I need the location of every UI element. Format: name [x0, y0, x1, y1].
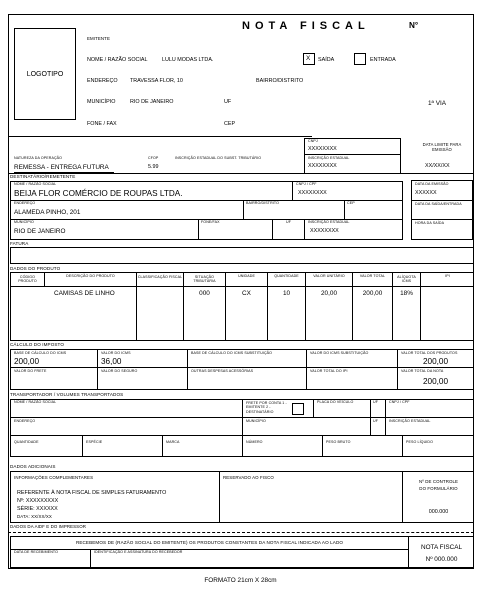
tax-freight-label: VALOR DO FRETE: [14, 369, 47, 373]
product-quantity: 10: [282, 290, 291, 297]
via-label: 1ª VIA: [428, 100, 446, 107]
divider: [305, 272, 306, 341]
col-header: QUANTIDADE: [274, 274, 299, 278]
recipient-name-label: NOME / RAZÃO SOCIAL: [14, 182, 57, 186]
document-number-symbol: N°: [409, 21, 419, 30]
dashed-divider: [8, 532, 474, 533]
zip-label: CEP: [224, 121, 236, 127]
tax-section: CÁLCULO DO IMPOSTO: [10, 342, 65, 347]
divider: [272, 219, 273, 240]
control-label: Nº DE CONTROLE: [418, 479, 459, 484]
exit-checkbox[interactable]: [303, 53, 315, 65]
info-line: DATA: XX/XX/XX: [17, 514, 52, 519]
recipient-cnpj-label: CNPJ / CPF: [296, 182, 317, 186]
divider: [225, 272, 226, 341]
divider: [305, 154, 400, 155]
divider: [243, 200, 244, 220]
divider: [344, 200, 345, 220]
fisco-label: RESERVADO AO FISCO: [223, 475, 274, 480]
recipient-district-label: BAIRRO/DISTRITO: [246, 201, 279, 205]
invoice-box: [10, 247, 474, 264]
cnpj-value: XXXXXXXX: [308, 146, 337, 152]
divider: [187, 349, 188, 390]
divider: [412, 219, 472, 220]
receipt-signature-label: IDENTIFICAÇÃO E ASSINATURA DO RECEBEDOR: [94, 550, 183, 554]
divider: [97, 349, 98, 390]
address-label: ENDEREÇO: [87, 78, 118, 84]
tax-total-value: 200,00: [423, 377, 449, 386]
additional-section: DADOS ADICIONAIS: [10, 464, 56, 469]
divider: [304, 219, 305, 240]
nature-value: REMESSA - ENTREGA FUTURA: [14, 164, 109, 171]
ie-value: XXXXXXXX: [308, 163, 337, 169]
divider: [397, 349, 398, 390]
transport-plate-label: PLACA DO VEÍCULO: [317, 400, 354, 404]
receipt-date-label: DATA DE RECEBIMENTO: [14, 550, 59, 554]
recipient-address-label: ENDEREÇO: [14, 201, 36, 205]
divider: [322, 435, 323, 457]
tax-products-total-label: VALOR TOTAL DOS PRODUTOS: [401, 351, 458, 355]
info-line: Nº: XXXXXXXXX: [17, 498, 59, 504]
divider: [385, 399, 386, 435]
cfop-label: CFOP: [148, 156, 159, 160]
auth-label: DATA LIMITE PARA EMISSÃO: [422, 142, 462, 153]
tax-products-total-value: 200,00: [423, 357, 449, 366]
cfop-value: 5.99: [148, 164, 159, 170]
transport-gross-label: PESO BRUTO: [326, 440, 351, 444]
divider: [306, 349, 307, 390]
control-label: DO FORMULÁRIO: [419, 486, 458, 491]
recipient-city-value: RIO DE JANEIRO: [14, 228, 66, 235]
col-header: IPI: [445, 274, 450, 278]
transport-city-label: MUNICÍPIO: [246, 419, 266, 423]
company-value: LULU MODAS LTDA.: [162, 57, 214, 63]
exit-label: SAÍDA: [318, 57, 335, 63]
transport-name-label: NOME / RAZÃO SOCIAL: [14, 400, 57, 404]
col-header: CÓDIGO PRODUTO: [18, 275, 37, 284]
exit-mark: X: [306, 55, 311, 62]
transport-species-label: ESPÉCIE: [86, 440, 103, 444]
tax-base-sub-label: BASE DE CÁLCULO DO ICMS SUBSTITUIÇÃO: [191, 351, 273, 355]
divider: [292, 181, 293, 201]
divider: [370, 399, 371, 435]
recipient-ie-value: XXXXXXXX: [310, 228, 339, 234]
underline: [14, 172, 114, 173]
transport-freight-label: FRETE POR CONTA 1 - EMITENTE 2 - DESTINATÁRIO: [246, 401, 287, 414]
tax-insurance-label: VALOR DO SEGURO: [101, 369, 138, 373]
transport-address-label: ENDEREÇO: [14, 419, 36, 423]
printer-label: DADOS DA AIDF E DO IMPRESSOR: [10, 524, 86, 529]
col-header: VALOR UNITÁRIO: [313, 274, 345, 278]
col-header: VALOR TOTAL: [359, 274, 386, 278]
tax-base-label: BASE DE CÁLCULO DO ICMS: [14, 351, 67, 355]
recipient-cnpj-value: XXXXXXXX: [298, 190, 327, 196]
divider: [242, 399, 243, 435]
divider: [8, 173, 474, 174]
city-label: MUNICÍPIO: [87, 99, 116, 105]
emission-date-value: XXXXXX: [415, 190, 437, 196]
footer-format: FORMATO 21cm X 28cm: [204, 577, 277, 584]
receipt-text: RECEBEMOS DE (RAZÃO SOCIAL DO EMITENTE) OS PRODUTOS CONSTANTES DA NOTA FISCAL INDICADA AO LADO: [75, 540, 344, 545]
cnpj-label: CNPJ: [308, 139, 318, 143]
logo-text: LOGOTIPO: [26, 70, 64, 78]
transport-cnpj-label: CNPJ / CPF: [389, 400, 410, 404]
entry-checkbox[interactable]: [354, 53, 366, 65]
divider: [10, 286, 474, 287]
info-label: INFORMAÇÕES COMPLEMENTARES: [14, 475, 94, 480]
col-header: SITUAÇÃO TRIBUTÁRIA: [193, 275, 216, 284]
tax-icms-label: VALOR DO ICMS: [101, 351, 131, 355]
exit-date-label: DATA DA SAÍDA/ENTRADA: [415, 202, 462, 206]
product-description: CAMISAS DE LINHO: [54, 290, 115, 297]
divider: [136, 272, 137, 341]
products-section: DADOS DO PRODUTO: [10, 266, 61, 271]
product-icms: 18%: [400, 290, 413, 297]
address-value: TRAVESSA FLOR, 10: [130, 78, 183, 84]
divider: [352, 272, 353, 341]
divider: [402, 435, 403, 457]
company-label: NOME / RAZÃO SOCIAL: [87, 57, 148, 63]
phone-label: FONE / FAX: [87, 121, 117, 127]
transport-uf2-label: UF: [373, 419, 378, 423]
col-header: ALÍQUOTA ICMS: [397, 275, 416, 284]
recipient-city-label: MUNICÍPIO: [14, 220, 34, 224]
receipt-nf-label: NOTA FISCAL: [420, 544, 463, 551]
ie-label: INSCRIÇÃO ESTADUAL: [308, 156, 350, 160]
recipient-zip-label: CEP: [347, 201, 355, 205]
product-unit-price: 20,00: [321, 290, 337, 297]
district-label: BAIRRO/DISTRITO: [256, 78, 304, 84]
col-header: DESCRIÇÃO DO PRODUTO: [66, 274, 115, 278]
auth-value: XX/XX/XX: [425, 163, 450, 169]
logo: [14, 28, 76, 120]
transport-uf-label: UF: [373, 400, 378, 404]
recipient-name-value: BEIJA FLOR COMÉRCIO DE ROUPAS LTDA.: [14, 189, 183, 198]
tax-icms-value: 36,00: [101, 357, 122, 366]
recipient-ie-label: INSCRIÇÃO ESTADUAL: [308, 220, 350, 224]
divider: [90, 549, 91, 568]
control-value: 000.000: [428, 509, 449, 515]
tax-ipi-label: VALOR TOTAL DO IPI: [310, 369, 348, 373]
transport-net-label: PESO LÍQUIDO: [406, 440, 433, 444]
divider: [162, 435, 163, 457]
info-line: SÉRIE: XXXXXX: [17, 506, 58, 512]
divider: [10, 367, 474, 368]
recipient-phone-label: FONE/FAX: [201, 220, 220, 224]
product-situation: 000: [199, 290, 210, 297]
divider: [242, 435, 243, 457]
product-unit: CX: [242, 290, 251, 297]
tax-other-label: OUTRAS DESPESAS ACESSÓRIAS: [191, 369, 254, 373]
divider: [198, 219, 199, 240]
city-value: RIO DE JANEIRO: [130, 99, 174, 105]
product-total: 200,00: [362, 290, 383, 297]
transport-brand-label: MARCA: [166, 440, 180, 444]
divider: [267, 272, 268, 341]
recipient-section: DESTINATÁRIO/REMETENTE: [10, 174, 76, 179]
recipient-address-value: ALAMEDA PINHO, 201: [14, 209, 81, 216]
divider: [10, 549, 408, 550]
tax-total-label: VALOR TOTAL DA NOTA: [401, 369, 444, 373]
recipient-uf-label: UF: [286, 220, 291, 224]
info-line: REFERENTE À NOTA FISCAL DE SIMPLES FATURAMENTO: [17, 490, 167, 496]
divider: [219, 471, 220, 523]
col-header: CLASSIFICAÇÃO FISCAL: [137, 275, 183, 279]
tax-base-value: 200,00: [14, 357, 40, 366]
state-reg-label: INSCRIÇÃO ESTADUAL DO SUBST. TRIBUTÁRIO: [175, 156, 262, 160]
transport-number-label: NÚMERO: [246, 440, 263, 444]
entry-label: ENTRADA: [370, 57, 396, 63]
emission-date-label: DATA DA EMISSÃO: [415, 182, 449, 186]
dates-box: [411, 180, 473, 240]
nature-label: NATUREZA DA OPERAÇÃO: [14, 156, 63, 160]
receipt-nf-number: Nº 000.000: [425, 556, 458, 563]
divider: [420, 272, 421, 341]
invoice-label: FATURA: [10, 241, 29, 246]
divider: [412, 200, 472, 201]
sender-label: EMITENTE: [87, 36, 110, 41]
transport-qty-label: QUANTIDADE: [14, 440, 39, 444]
transport-ie-label: INSCRIÇÃO ESTADUAL: [389, 419, 431, 423]
transport-section: TRANSPORTADOR / VOLUMES TRANSPORTADOS: [10, 392, 124, 397]
divider: [82, 435, 83, 457]
exit-hour-label: HORA DA SAÍDA: [415, 221, 445, 225]
divider: [8, 136, 312, 137]
divider: [313, 399, 314, 417]
document-title: NOTA FISCAL: [242, 20, 370, 32]
freight-checkbox[interactable]: [292, 403, 304, 415]
state-label: UF: [224, 99, 232, 105]
col-header: UNIDADE: [238, 274, 255, 278]
tax-icms-sub-label: VALOR DO ICMS SUBSTITUIÇÃO: [310, 351, 369, 355]
